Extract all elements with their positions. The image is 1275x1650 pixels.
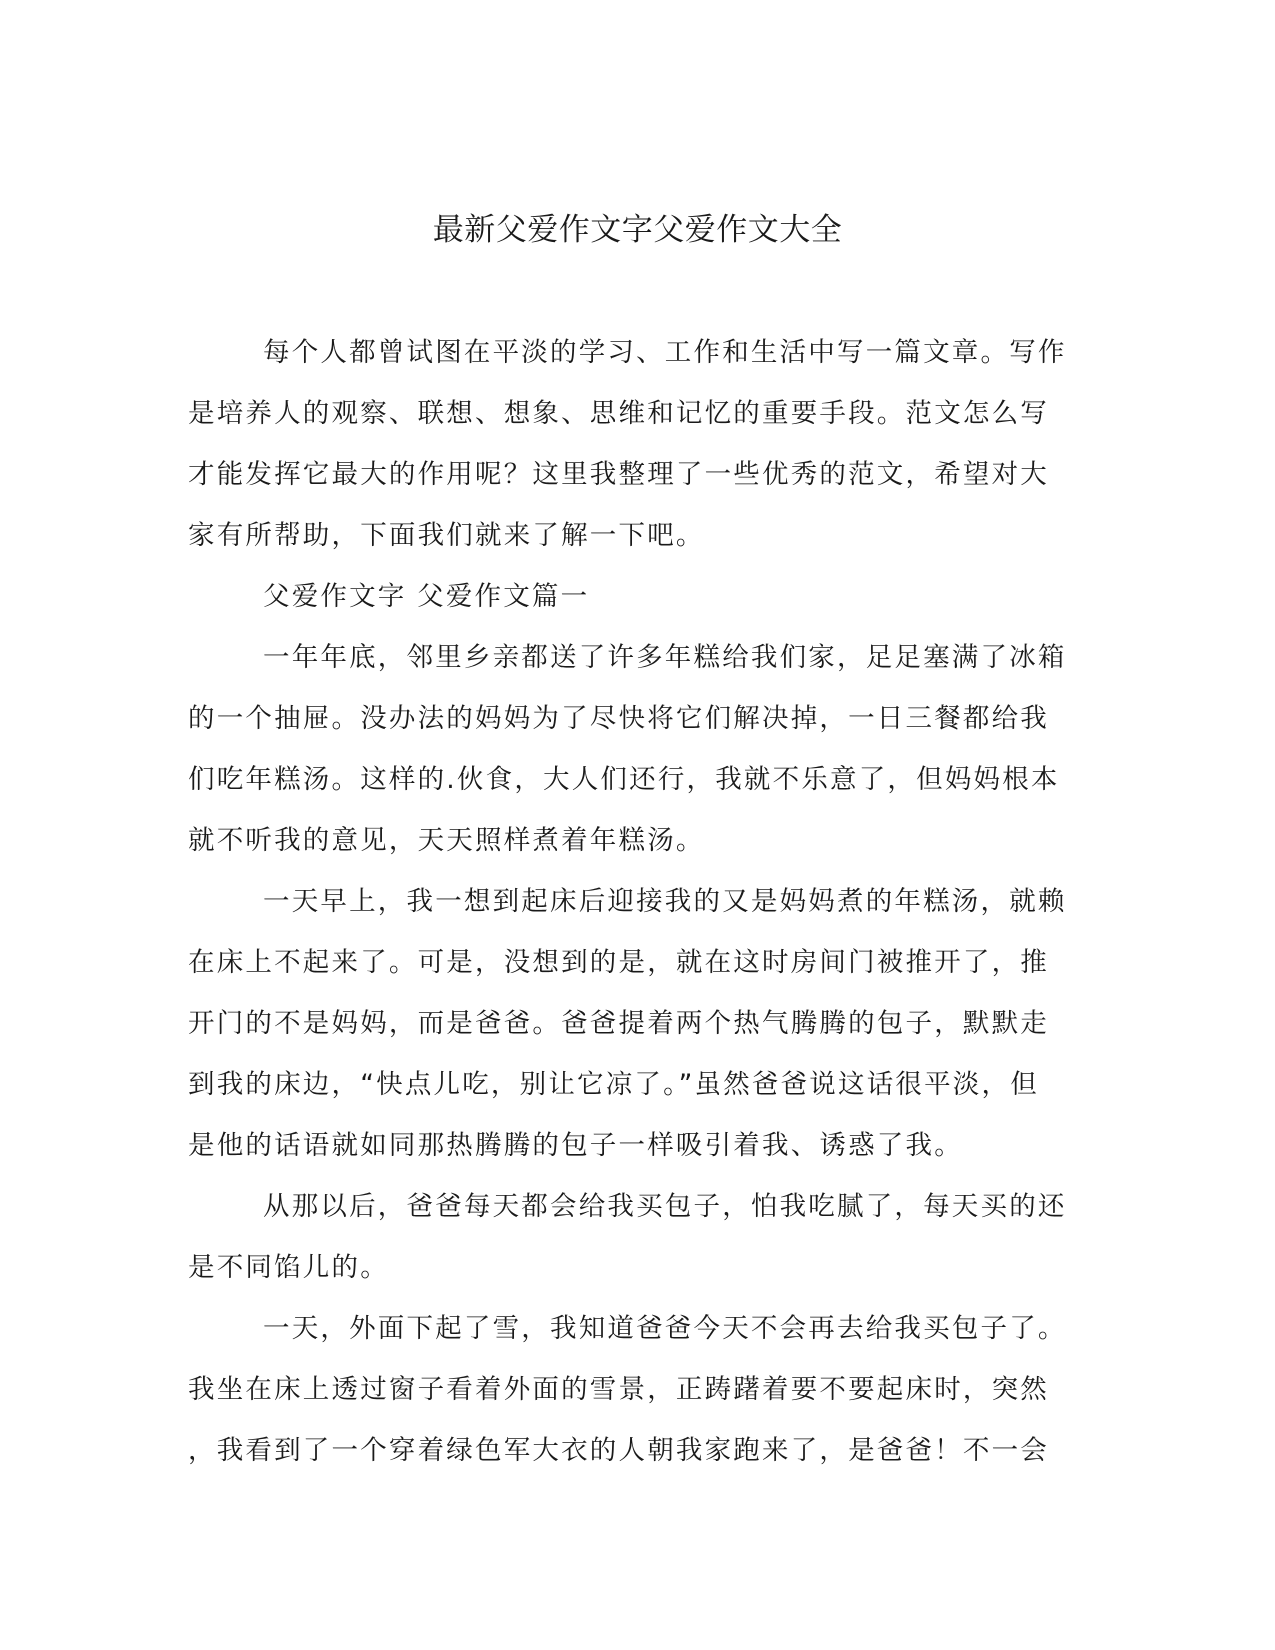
text-line: 一年年底，邻里乡亲都送了许多年糕给我们家，足足塞满了冰箱 xyxy=(263,642,1067,673)
text-line: 是不同馅儿的。 xyxy=(188,1252,389,1283)
text-line: 一天，外面下起了雪，我知道爸爸今天不会再去给我买包子了。 xyxy=(263,1313,1067,1344)
text-line: 才能发挥它最大的作用呢？这里我整理了一些优秀的范文，希望对大 xyxy=(188,459,1049,490)
document-body xyxy=(188,322,1068,1481)
text-line: 父爱作文字 父爱作文篇一 xyxy=(263,581,590,612)
text-line: 到我的床边，“快点儿吃，别让它凉了。”虽然爸爸说这话很平淡，但 xyxy=(188,1069,1039,1100)
text-line: 开门的不是妈妈，而是爸爸。爸爸提着两个热气腾腾的包子，默默走 xyxy=(188,1008,1049,1039)
text-line: 在床上不起来了。可是，没想到的是，就在这时房间门被推开了，推 xyxy=(188,947,1049,978)
text-line: 的一个抽屉。没办法的妈妈为了尽快将它们解决掉，一日三餐都给我 xyxy=(188,703,1049,734)
text-line: 是他的话语就如同那热腾腾的包子一样吸引着我、诱惑了我。 xyxy=(188,1130,963,1161)
text-line: ，我看到了一个穿着绿色军大衣的人朝我家跑来了，是爸爸！不一会 xyxy=(188,1435,1049,1466)
text-line: 我坐在床上透过窗子看着外面的雪景，正踌躇着要不要起床时，突然 xyxy=(188,1374,1049,1405)
text-line: 们吃年糕汤。这样的.伙食，大人们还行，我就不乐意了，但妈妈根本 xyxy=(188,764,1060,795)
text-line: 家有所帮助，下面我们就来了解一下吧。 xyxy=(188,520,705,551)
text-line: 一天早上，我一想到起床后迎接我的又是妈妈煮的年糕汤，就赖 xyxy=(263,886,1067,917)
text-line: 从那以后，爸爸每天都会给我买包子，怕我吃腻了，每天买的还 xyxy=(263,1191,1067,1222)
text-line: 是培养人的观察、联想、想象、思维和记忆的重要手段。范文怎么写 xyxy=(188,398,1049,429)
text-line: 就不听我的意见，天天照样煮着年糕汤。 xyxy=(188,825,705,856)
document-title: 最新父爱作文字父爱作文大全 xyxy=(432,212,843,248)
text-line: 每个人都曾试图在平淡的学习、工作和生活中写一篇文章。写作 xyxy=(263,337,1067,368)
